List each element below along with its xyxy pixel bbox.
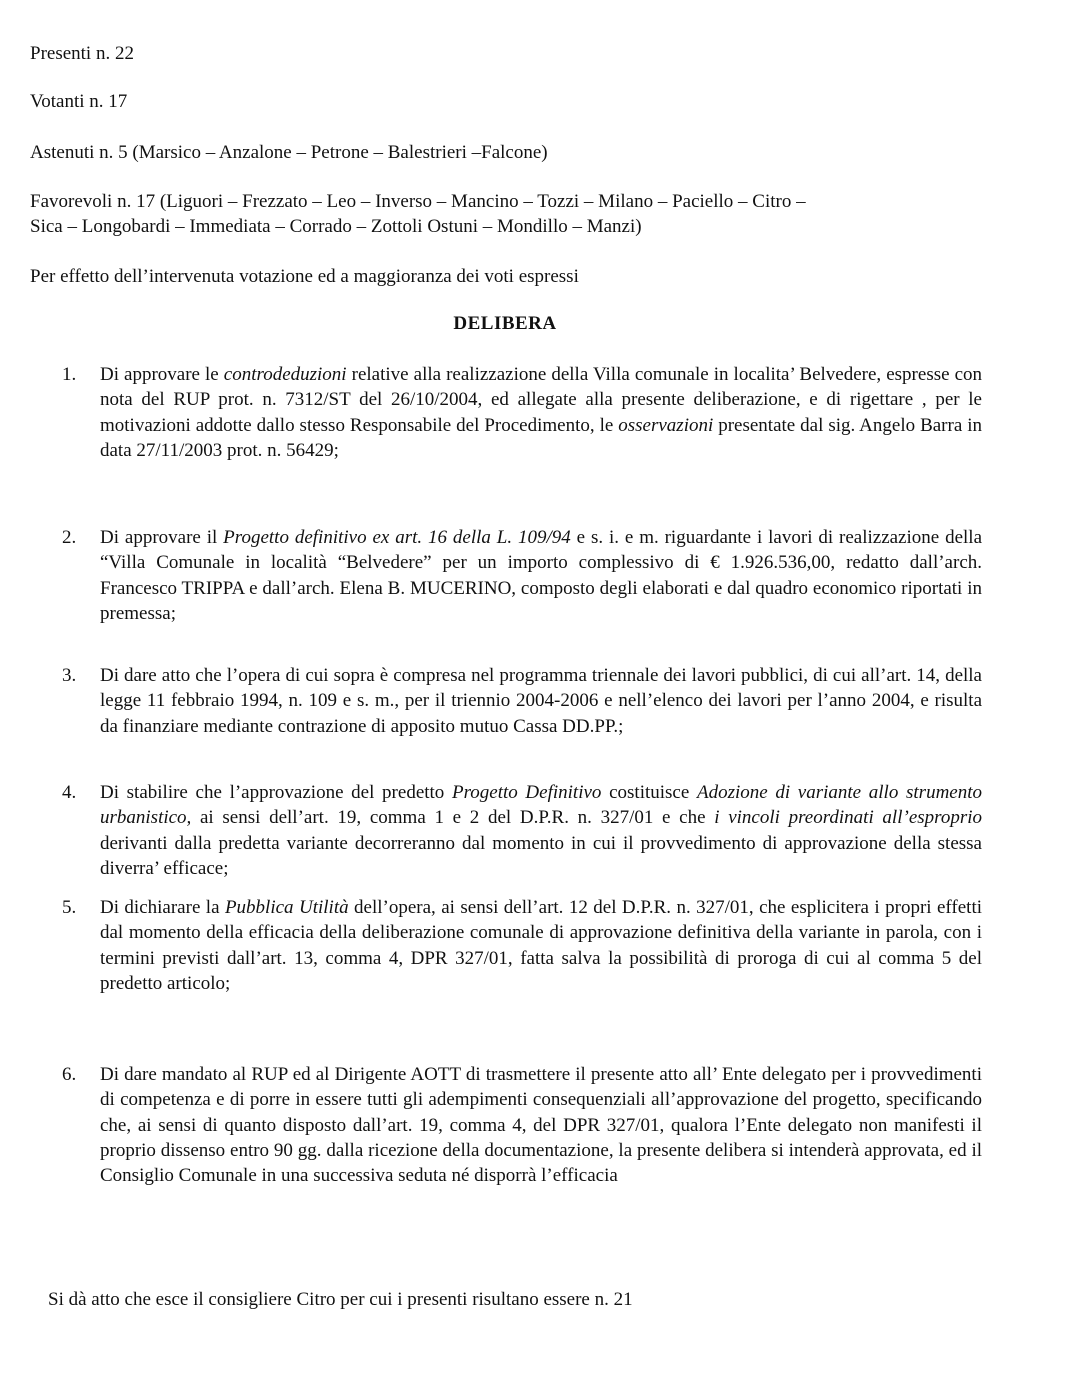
item-text: Di dare atto che l’opera di cui sopra è compresa nel programma triennale dei lavori pubblici, di cui all’art. 14, della legge 11 febbraio 1994, n. 109 e s. m., per il triennio 2004-2006 e nell’elenco dei lavori per l’anno 2004, e risulta da finanziare mediante contrazione di apposito mutuo Cassa DD.PP.;	[100, 665, 982, 737]
delibera-heading: DELIBERA	[453, 313, 557, 334]
astenuti-line: Astenuti n. 5 (Marsico – Anzalone – Petrone – Balestrieri –Falcone)	[30, 142, 548, 163]
item-number: 6.	[62, 1064, 77, 1085]
item-number: 3.	[62, 665, 77, 686]
item-text: Di dichiarare la Pubblica Utilità dell’opera, ai sensi dell’art. 12 del D.P.R. n. 327/01, che esplicitera i propri effetti dal momento della efficacia della deliberazione comunale di approvazione definitiva della variante in parola, con i termini previsti dall’art. 13, comma 4, DPR 327/01, fatta salva la possibilità di proroga di cui al comma 5 del predetto articolo;	[100, 897, 982, 994]
delibera-item-1	[62, 362, 982, 463]
votanti-line: Votanti n. 17	[30, 91, 128, 112]
item-number: 2.	[62, 527, 77, 548]
favorevoli-line-2: Sica – Longobardi – Immediata – Corrado – Zottoli Ostuni – Mondillo – Manzi)	[30, 216, 642, 237]
presenti-line: Presenti n. 22	[30, 43, 134, 64]
favorevoli-line-1: Favorevoli n. 17 (Liguori – Frezzato – Leo – Inverso – Mancino – Tozzi – Milano – Paciello – Citro –	[30, 191, 806, 212]
delibera-item-5	[62, 895, 982, 996]
item-text: Di stabilire che l’approvazione del predetto Progetto Definitivo costituisce Adozione di variante allo strumento urbanistico, ai sensi dell’art. 19, comma 1 e 2 del D.P.R. n. 327/01 e che i vincoli preordinati all’esproprio derivanti dalla predetta variante decorreranno dal momento in cui il provvedimento di approvazione della stessa diverra’ efficace;	[100, 782, 983, 879]
item-number: 4.	[62, 782, 77, 803]
effetto-line: Per effetto dell’intervenuta votazione ed a maggioranza dei voti espressi	[30, 266, 579, 287]
item-text: Di approvare il Progetto definitivo ex art. 16 della L. 109/94 e s. i. e m. riguardante i lavori di realizzazione della “Villa Comunale in località “Belvedere” per un importo complessivo di € 1.926.536,00, redatto dall’arch. Francesco TRIPPA e dall’arch. Elena B. MUCERINO, composto degli elaborati e dal quadro economico riportati in premessa;	[100, 527, 983, 624]
delibera-item-2	[62, 525, 982, 626]
delibera-item-6	[62, 1062, 982, 1188]
item-number: 5.	[62, 897, 77, 918]
item-number: 1.	[62, 364, 77, 385]
item-text: Di dare mandato al RUP ed al Dirigente AOTT di trasmettere il presente atto all’ Ente delegato per i provvedimenti di competenza e di porre in essere tutti gli adempimenti consequenziali all’approvazione del progetto, specificando che, ai sensi di quanto disposto dall’art. 19, comma 4, del DPR 327/01, qualora l’Ente delegato non manifesti il proprio dissenso entro 90 gg. dalla ricezione della documentazione, la presente delibera si intenderà approvata, ed il Consiglio Comunale in una successiva seduta né disporrà l’efficacia	[100, 1064, 982, 1187]
footer-note: Si dà atto che esce il consigliere Citro per cui i presenti risultano essere n. 21	[48, 1289, 633, 1310]
delibera-item-4	[62, 780, 982, 881]
delibera-item-3	[62, 663, 982, 739]
item-text: Di approvare le controdeduzioni relative alla realizzazione della Villa comunale in localita’ Belvedere, espresse con nota del RUP prot. n. 7312/ST del 26/10/2004, ed allegate alla presente deliberazione, e di rigettare , per le motivazioni addotte dallo stesso Responsabile del Procedimento, le osservazioni presentate dal sig. Angelo Barra in data 27/11/2003 prot. n. 56429;	[100, 364, 983, 461]
